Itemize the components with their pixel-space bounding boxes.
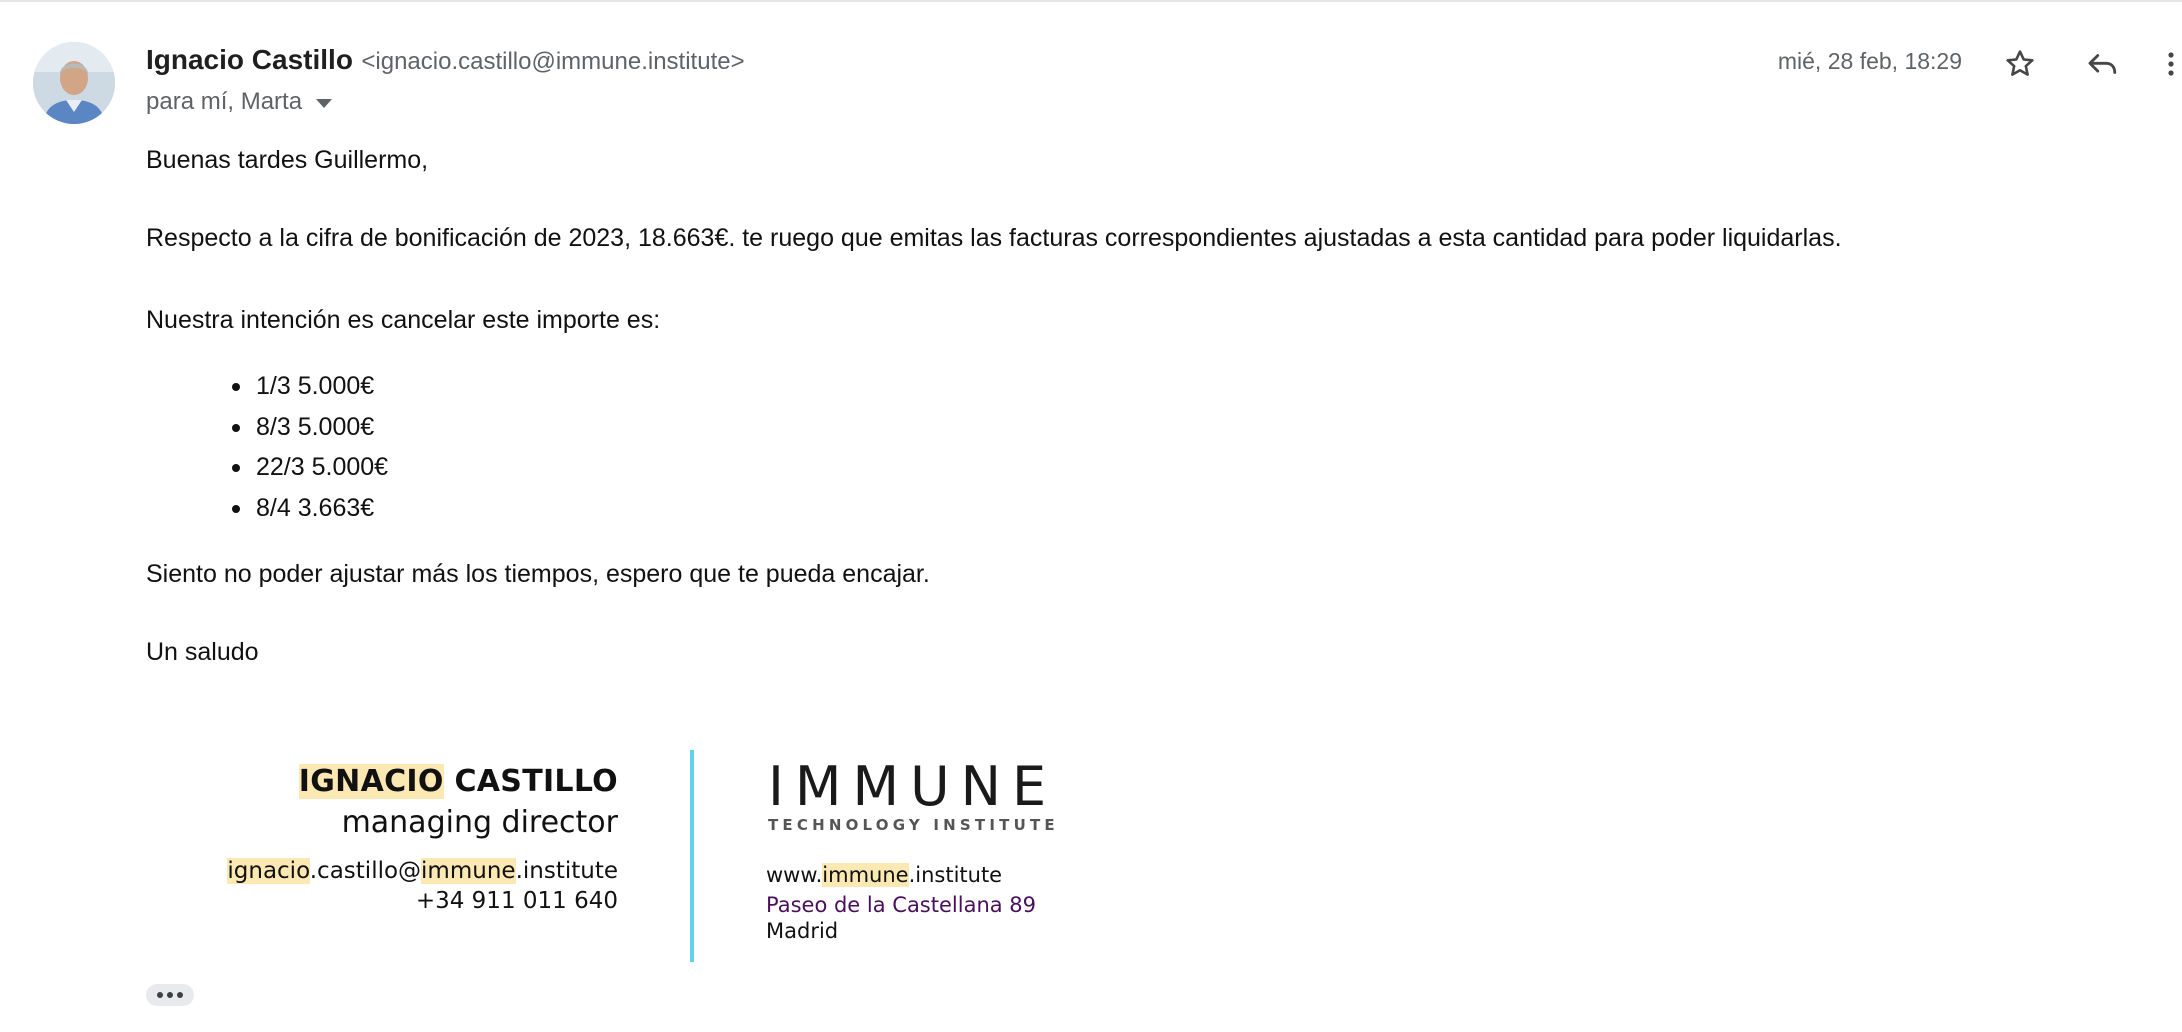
email-mid: .castillo@: [309, 858, 422, 884]
logo-wordmark: IMMUNE: [768, 755, 1058, 818]
closing: Un saludo: [146, 638, 259, 666]
signature-first-name: IGNACIO: [298, 764, 444, 799]
signature-city: Madrid: [766, 919, 839, 943]
signature-role: managing director: [341, 805, 618, 840]
email-date: mié, 28 feb, 18:29: [1777, 48, 1962, 74]
email-tld: .institute: [515, 858, 618, 884]
payment-list: [146, 366, 388, 528]
signature-phone[interactable]: +34 911 011 640: [415, 888, 618, 914]
signature-contact: [227, 762, 618, 916]
logo-tagline: TECHNOLOGY INSTITUTE: [768, 816, 1059, 834]
show-trimmed-content-button[interactable]: [146, 984, 194, 1006]
signature-email[interactable]: [227, 856, 618, 886]
more-horiz-icon: [157, 992, 163, 998]
signature-company: [766, 862, 1036, 944]
greeting: Buenas tardes Guillermo,: [146, 146, 429, 174]
recipients-toggle[interactable]: [146, 88, 332, 116]
reply-icon: [2085, 47, 2119, 81]
body-paragraph-3: Siento no poder ajustar más los tiempos, espero que te pueda encajar.: [146, 560, 930, 588]
email-domain: immune: [421, 858, 516, 884]
web-domain: immune: [822, 863, 909, 887]
list-item: 8/3 5.000€: [146, 407, 388, 448]
signature-divider: [690, 750, 694, 962]
signature-name: [227, 762, 618, 802]
recipients-label: para mí, Marta: [146, 88, 303, 115]
reply-button[interactable]: [2078, 40, 2126, 88]
list-item: 1/3 5.000€: [146, 366, 388, 407]
sender-line: [146, 44, 745, 76]
web-prefix: www.: [766, 863, 823, 887]
star-button[interactable]: [1996, 40, 2044, 88]
email-user: ignacio: [227, 858, 310, 884]
body-paragraph-1: Respecto a la cifra de bonificación de 2023, 18.663€. te ruego que emitas las facturas correspondientes ajustadas a esta cantidad para poder liquidarlas.: [146, 224, 1842, 252]
immune-logo: [768, 755, 1068, 834]
list-item: 8/4 3.663€: [146, 488, 388, 529]
list-item: 22/3 5.000€: [146, 447, 388, 488]
signature-address[interactable]: Paseo de la Castellana 89: [766, 893, 1037, 917]
web-tld: .institute: [908, 863, 1003, 887]
body-paragraph-2: Nuestra intención es cancelar este importe es:: [146, 306, 661, 334]
sender-name[interactable]: Ignacio Castillo: [146, 44, 353, 75]
sender-email: <ignacio.castillo@immune.institute>: [361, 48, 745, 75]
signature-website[interactable]: [766, 862, 1036, 888]
chevron-down-icon[interactable]: [316, 99, 332, 108]
sender-avatar[interactable]: [33, 42, 115, 124]
more-options-button[interactable]: [2160, 40, 2182, 88]
signature-last-name: CASTILLO: [454, 764, 618, 799]
star-icon: [2003, 47, 2037, 81]
more-vert-icon: [2160, 47, 2182, 81]
top-divider: [0, 0, 2182, 2]
